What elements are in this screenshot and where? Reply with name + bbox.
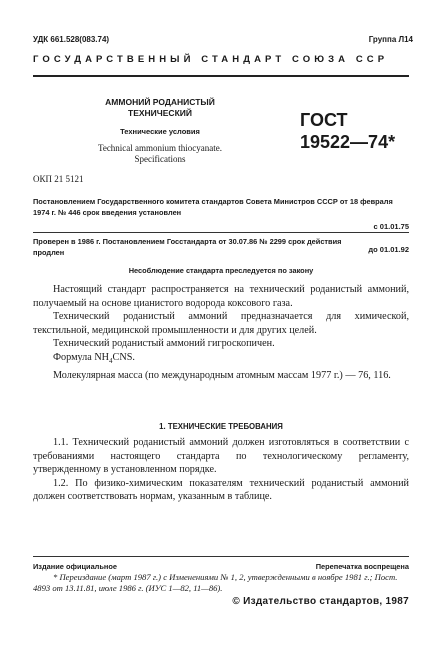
gost-number — [300, 109, 395, 153]
formula-prefix: Формула NH — [53, 351, 110, 363]
decree-text: Постановлением Государственного комитета стандартов Совета Министров СССР от 18 февраля 1974 г. № 446 срок введения установлен — [33, 197, 393, 217]
paragraph: 1.2. По физико-химическим показателям технический роданистый аммоний должен соответствовать нормам, указанным в таблице. — [33, 477, 409, 503]
section-heading: 1. ТЕХНИЧЕСКИЕ ТРЕБОВАНИЯ — [159, 422, 283, 431]
gost-label: ГОСТ — [300, 110, 348, 130]
okp-code: ОКП 21 5121 — [33, 174, 84, 184]
udk-code: УДК 661.528(083.74) — [33, 35, 110, 44]
reprint-notice: Перепечатка воспрещена — [315, 562, 409, 571]
title-en-line1: Technical ammonium thiocyanate. — [97, 143, 223, 153]
formula-subscript: 4 — [109, 357, 113, 365]
extended-date: до 01.01.92 — [368, 245, 409, 254]
footnote: * Переиздание (март 1987 г.) с Изменениями № 1, 2, утвержденными в ноябре 1981 г.; Пост. 4893 от 13.11.81, июле 1986 г. (ИУС 1—82, 11—86). — [33, 572, 398, 593]
title-ru-line2: ТЕХНИЧЕСКИЙ — [128, 108, 192, 118]
paragraph: Молекулярная масса (по международным атомным массам 1977 г.) — 76, 116. — [53, 369, 391, 381]
title-block — [85, 97, 235, 165]
group-code: Группа Л14 — [368, 35, 413, 44]
formula-suffix: CNS. — [112, 351, 135, 363]
divider — [33, 232, 409, 233]
paragraph: Технический роданистый аммоний гигроскопичен. — [53, 338, 275, 350]
paragraph: 1.1. Технический роданистый аммоний должен изготовляться в соответствии с требованиями настоящего стандарта по технологическому регламенту, утвержденному в установленном порядке. — [33, 437, 409, 476]
subtitle-ru: Технические условия — [120, 127, 200, 136]
standard-title: ГОСУДАРСТВЕННЫЙ СТАНДАРТ СОЮЗА ССР — [33, 54, 389, 65]
formula-paragraph — [33, 351, 409, 369]
paragraph: Настоящий стандарт распространяется на технический роданистый аммоний, получаемый на основе цианистого водорода коксового газа. — [33, 284, 409, 309]
copyright: © Издательство стандартов, 1987 — [232, 596, 409, 607]
section-body — [33, 436, 409, 504]
footer-rule — [33, 556, 409, 557]
check-text: Проверен в 1986 г. Постановлением Госстандарта от 30.07.86 № 2299 срок действия продлен — [33, 237, 342, 257]
title-ru-line1: АММОНИЙ РОДАНИСТЫЙ — [105, 97, 215, 107]
effective-date: с 01.01.75 — [373, 222, 409, 231]
title-en-line2: Specifications — [134, 154, 186, 164]
violation-notice: Несоблюдение стандарта преследуется по закону — [128, 266, 314, 275]
top-rule — [33, 75, 409, 77]
intro-body — [33, 283, 409, 382]
paragraph: Технический роданистый аммоний предназначается для химической, текстильной, медицинской промышленности и для других целей. — [33, 311, 409, 336]
gost-code: 19522—74* — [300, 132, 396, 152]
official-edition: Издание официальное — [33, 562, 118, 571]
